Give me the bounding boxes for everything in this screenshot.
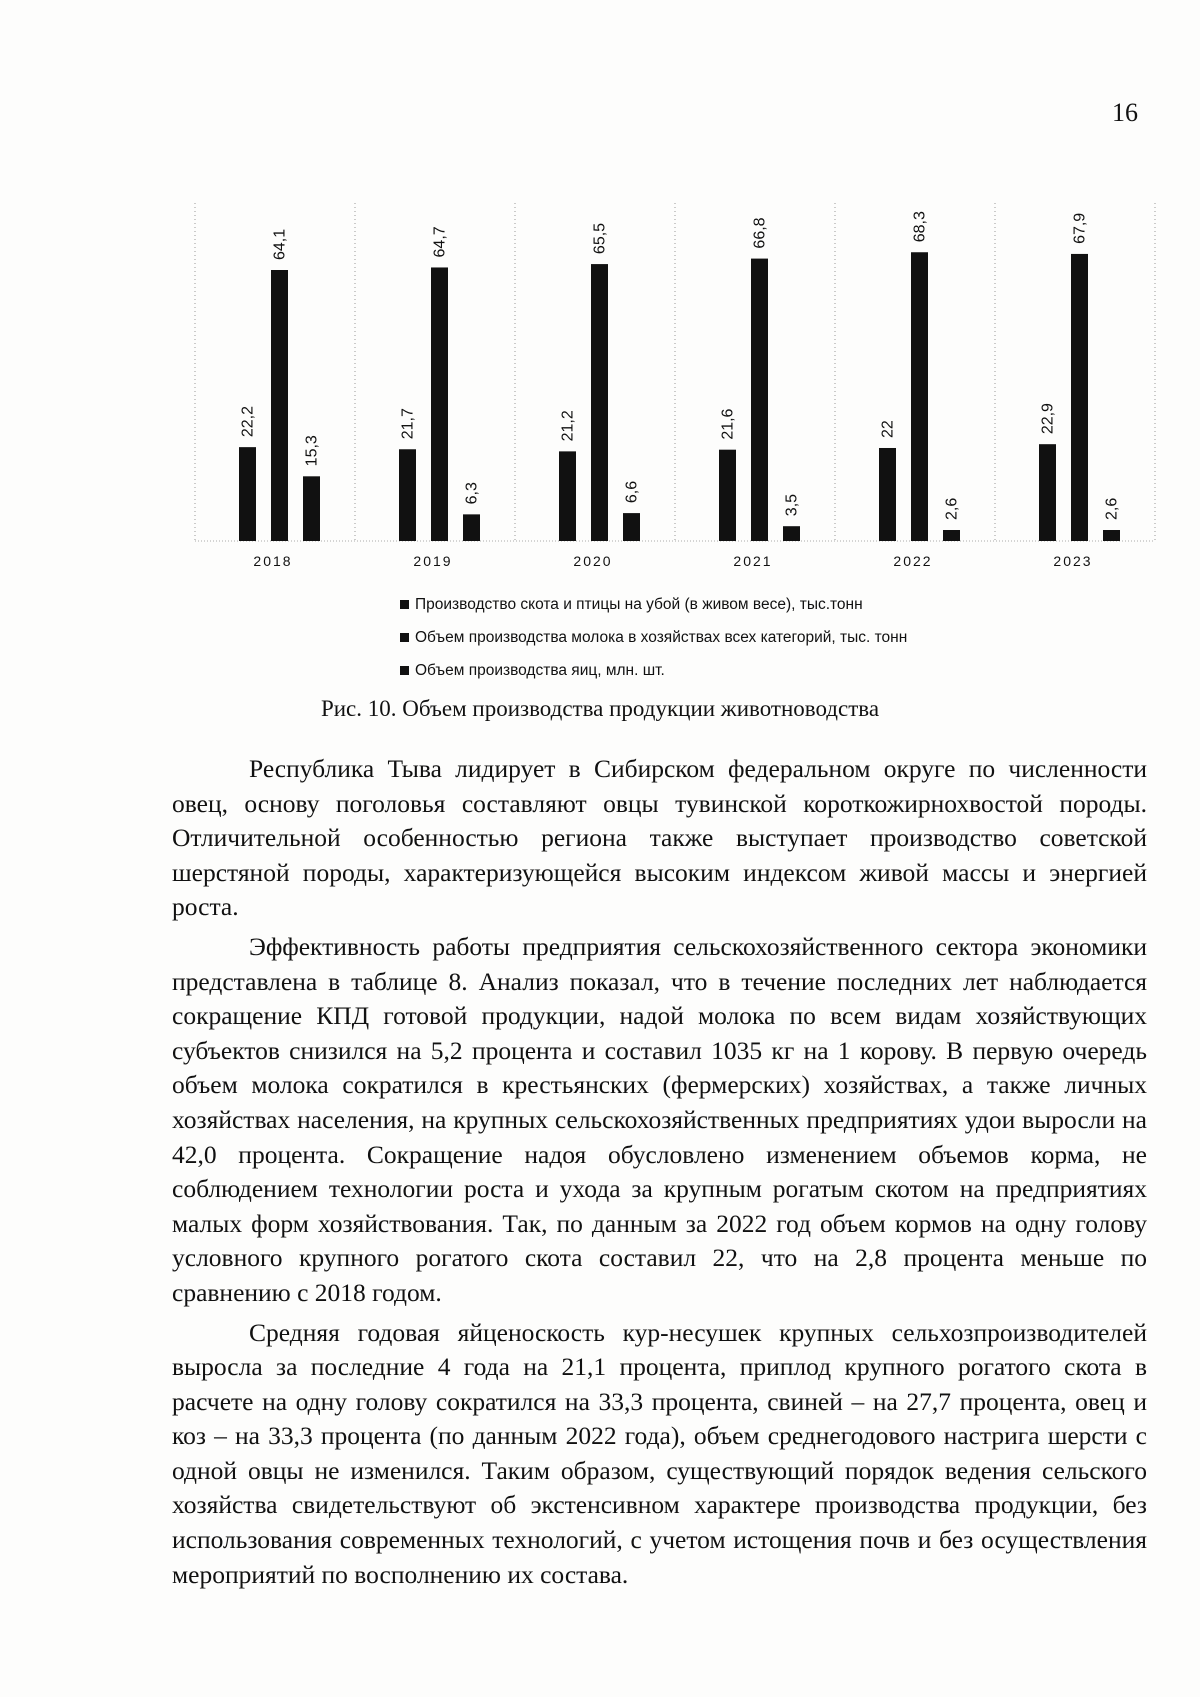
data-label-2018-series-2: 64,1 xyxy=(271,228,289,260)
x-tick-label-2021: 2021 xyxy=(733,553,773,569)
data-label-2020-series-3: 6,6 xyxy=(623,480,641,504)
data-label-2022-series-1: 22 xyxy=(879,420,897,438)
livestock-production-chart xyxy=(0,0,1200,590)
data-label-2022-series-3: 2,6 xyxy=(943,497,961,521)
data-label-2018-series-3: 15,3 xyxy=(303,435,321,467)
x-tick-label-2020: 2020 xyxy=(573,553,613,569)
bar-2021-series-2 xyxy=(751,259,768,541)
legend-swatch-icon xyxy=(400,666,409,675)
x-tick-label-2019: 2019 xyxy=(413,553,453,569)
data-label-2023-series-2: 67,9 xyxy=(1071,212,1089,244)
data-label-2023-series-3: 2,6 xyxy=(1103,497,1121,521)
data-label-2021-series-1: 21,6 xyxy=(719,408,737,440)
data-label-2020-series-2: 65,5 xyxy=(591,222,609,255)
legend-label-eggs: Объем производства яиц, млн. шт. xyxy=(415,661,665,679)
x-tick-label-2018: 2018 xyxy=(253,553,293,569)
paragraph-2: Эффективность работы предприятия сельскохозяйственного сектора экономики представлена в таблице 8. Анализ показал, что в течение последних лет наблюдается сокращение КПД готовой продукции, надой молока по всем видам хозяйствующих субъектов снизился на 5,2 процента и составил 1035 кг на 1 корову. В первую очередь объем молока сократился в крестьянских (фермерских) хозяйствах, а также личных хозяйствах населения, на крупных сельскохозяйственных предприятиях удои выросли на 42,0 процента. Сокращение надоя обусловлено изменением объемов корма, не соблюдением технологии роста и ухода за крупным рогатым скотом на предприятиях малых форм хозяйствования. Так, по данным за 2022 год объем кормов на одну голову условного крупного рогатого скота составил 22, что на 2,8 процента меньше по сравнению с 2018 годом. xyxy=(172,931,1147,1307)
data-label-2019-series-1: 21,7 xyxy=(399,408,417,440)
bar-2021-series-3 xyxy=(783,526,800,541)
bar-2019-series-3 xyxy=(463,514,480,541)
bar-2019-series-1 xyxy=(399,449,416,541)
bar-2022-series-3 xyxy=(943,530,960,541)
legend-item-milk xyxy=(400,621,907,654)
data-label-2019-series-3: 6,3 xyxy=(463,482,481,505)
x-tick-label-2023: 2023 xyxy=(1053,553,1093,569)
data-label-2020-series-1: 21,2 xyxy=(559,410,577,442)
legend-label-milk: Объем производства молока в хозяйствах всех категорий, тыс. тонн xyxy=(415,628,908,646)
bar-2023-series-1 xyxy=(1039,444,1056,541)
chart-legend xyxy=(400,588,907,687)
bar-2022-series-2 xyxy=(911,252,928,541)
legend-swatch-icon xyxy=(400,633,409,642)
data-label-2022-series-2: 68,3 xyxy=(911,211,929,243)
legend-item-meat xyxy=(400,588,907,621)
data-label-2018-series-1: 22,2 xyxy=(239,406,257,438)
bar-2020-series-1 xyxy=(559,451,576,541)
figure-caption: Рис. 10. Объем производства продукции животноводства xyxy=(320,696,880,721)
paragraph-1: Республика Тыва лидирует в Сибирском федеральном округе по численности овец, основу поголовья составляют овцы тувинской короткожирнохвостой породы. Отличительной особенностью региона также выступает производство советской шерстяной породы, характеризующейся высоким индексом живой массы и энергией роста. xyxy=(172,754,1147,922)
bar-2018-series-1 xyxy=(239,447,256,541)
bar-2020-series-3 xyxy=(623,513,640,541)
bar-2023-series-3 xyxy=(1103,530,1120,541)
data-label-2023-series-1: 22,9 xyxy=(1039,403,1057,435)
bar-2018-series-3 xyxy=(303,476,320,541)
bar-2020-series-2 xyxy=(591,264,608,541)
bar-2022-series-1 xyxy=(879,448,896,541)
data-label-2021-series-2: 66,8 xyxy=(751,217,769,249)
bar-2018-series-2 xyxy=(271,270,288,541)
paragraph-3: Средняя годовая яйценоскость кур-несушек крупных сельхозпроизводителей выросла за последние 4 года на 21,1 процента, приплод крупного рогатого скота в расчете на одну голову сократился на 33,3 процента, свиней – на 27,7 процента, овец и коз – на 33,3 процента (по данным 2022 года), объем среднегодового настрига шерсти с одной овцы не изменился. Таким образом, существующий порядок ведения сельского хозяйства свидетельствуют об экстенсивном характере производства продукции, без использования современных технологий, с учетом истощения почв и без осуществления мероприятий по восполнению их состава. xyxy=(172,1317,1147,1589)
legend-label-meat: Производство скота и птицы на убой (в живом весе), тыс.тонн xyxy=(415,595,863,613)
bar-2021-series-1 xyxy=(719,450,736,541)
bar-2023-series-2 xyxy=(1071,254,1088,541)
data-label-2019-series-2: 64,7 xyxy=(431,226,449,258)
x-tick-label-2022: 2022 xyxy=(893,553,933,569)
legend-swatch-icon xyxy=(400,600,409,609)
body-text xyxy=(172,752,1147,1597)
page-number: 16 xyxy=(1112,98,1138,127)
legend-item-eggs xyxy=(400,654,907,687)
bar-2019-series-2 xyxy=(431,267,448,541)
data-label-2021-series-3: 3,5 xyxy=(783,493,801,517)
